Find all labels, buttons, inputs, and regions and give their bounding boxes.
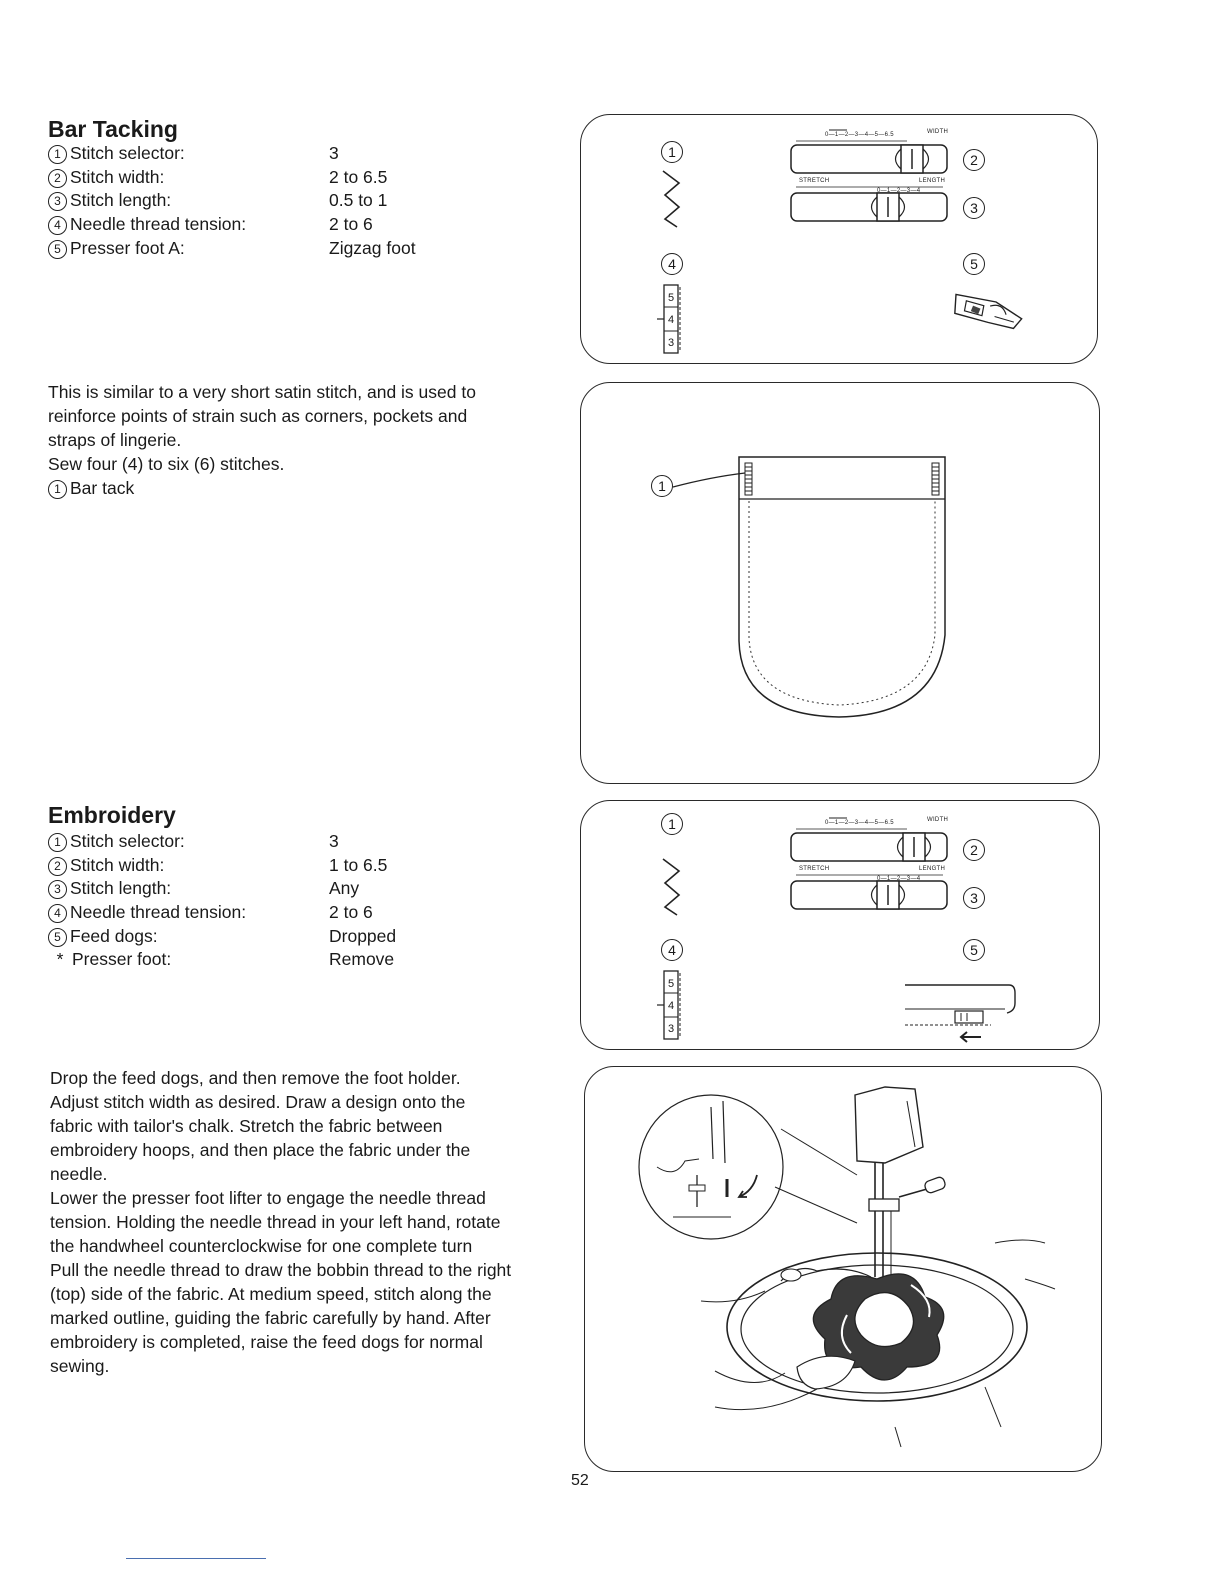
paragraph-line: Pull the needle thread to draw the bobbin thread to the right xyxy=(50,1260,512,1280)
length-slider xyxy=(791,193,947,221)
paragraph-line: the handwheel counterclockwise for one complete turn xyxy=(50,1236,473,1256)
paragraph-line: fabric with tailor's chalk. Stretch the fabric between xyxy=(50,1116,443,1136)
setting-label: Stitch length: xyxy=(70,190,172,211)
stretch-label: STRETCH xyxy=(799,178,830,184)
bar-tack-pocket-panel xyxy=(580,382,1100,784)
paragraph-line: Drop the feed dogs, and then remove the foot holder. xyxy=(50,1068,461,1088)
callout-number: 1 xyxy=(661,813,683,835)
callout-number: 5 xyxy=(963,939,985,961)
setting-value: Dropped xyxy=(329,925,397,946)
setting-row xyxy=(48,877,548,901)
settings-diagram xyxy=(581,115,1099,365)
setting-row xyxy=(48,189,548,213)
setting-row xyxy=(48,901,548,925)
setting-label: Stitch width: xyxy=(70,854,165,875)
callout-number: 5 xyxy=(963,253,985,275)
width-label: WIDTH xyxy=(927,129,949,135)
setting-row xyxy=(48,948,548,972)
callout-number: 4 xyxy=(48,216,67,235)
bar-tacking-description xyxy=(48,380,568,500)
bar-tacking-title: Bar Tacking xyxy=(48,116,178,142)
embroidery-illustration-panel xyxy=(584,1066,1102,1472)
callout-number: 1 xyxy=(48,480,67,499)
bar-tacking-settings-panel xyxy=(580,114,1098,364)
presser-bar-no-foot-icon xyxy=(905,985,1015,1042)
pocket-diagram xyxy=(581,383,1101,785)
paragraph-line: reinforce points of strain such as corners, pockets and xyxy=(48,406,468,426)
setting-value: 1 to 6.5 xyxy=(329,854,388,875)
callout-leader xyxy=(673,473,745,487)
page-number: 52 xyxy=(571,1472,589,1489)
width-scale: 0—1—2—3—4—5—6.5 xyxy=(825,132,894,138)
setting-value: 0.5 to 1 xyxy=(329,190,388,211)
callout-number: 1 xyxy=(661,141,683,163)
zigzag-stitch-icon xyxy=(663,859,679,915)
length-scale: 0—1—2—3—4 xyxy=(877,876,921,882)
tension-mark: 5 xyxy=(668,978,675,990)
callout-number: 3 xyxy=(963,887,985,909)
paragraph-line: embroidery is completed, raise the feed dogs for normal xyxy=(50,1332,483,1352)
callout-number: 2 xyxy=(963,149,985,171)
setting-label: Stitch selector: xyxy=(70,143,185,163)
arrow-left-icon xyxy=(961,1032,981,1042)
callout-number: 2 xyxy=(48,169,67,188)
setting-value: Zigzag foot xyxy=(329,237,416,258)
setting-row xyxy=(48,925,548,949)
callout-number: 2 xyxy=(963,839,985,861)
setting-value: Any xyxy=(329,878,360,899)
callout-number: 5 xyxy=(48,928,67,947)
tension-mark: 3 xyxy=(668,1023,675,1035)
setting-row xyxy=(48,142,548,166)
callout-number: 1 xyxy=(48,145,67,164)
bar-tack-callout xyxy=(48,476,568,500)
setting-label: Presser foot: xyxy=(72,949,172,970)
tension-mark: 5 xyxy=(668,292,675,304)
setting-value: 3 xyxy=(329,143,339,163)
right-hand xyxy=(797,1356,855,1389)
setting-row xyxy=(48,237,548,261)
setting-row xyxy=(48,166,548,190)
zigzag-stitch-icon xyxy=(663,171,679,227)
callout-label: Bar tack xyxy=(70,478,135,498)
magnifier-leader xyxy=(781,1129,857,1175)
stretch-label: STRETCH xyxy=(799,866,830,872)
setting-label: Needle thread tension: xyxy=(70,214,247,235)
setting-label: Stitch width: xyxy=(70,166,165,187)
paragraph-line: This is similar to a very short satin stitch, and is used to xyxy=(48,382,476,402)
setting-label: Needle thread tension: xyxy=(70,902,247,923)
paragraph-line: straps of lingerie. xyxy=(48,430,182,450)
callout-number: 1 xyxy=(651,475,673,497)
width-scale: 0—1—2—3—4—5—6.5 xyxy=(825,820,894,826)
callout-number: 4 xyxy=(48,904,67,923)
settings-diagram xyxy=(581,801,1101,1051)
tension-mark: 3 xyxy=(668,337,675,349)
paragraph-line: sewing. xyxy=(50,1356,110,1376)
embroidery-settings-panel xyxy=(580,800,1100,1050)
setting-label: Stitch selector: xyxy=(70,831,185,851)
asterisk-marker: * xyxy=(56,949,64,970)
thumb-screw xyxy=(924,1176,947,1194)
callout-number: 2 xyxy=(48,857,67,876)
callout-number: 4 xyxy=(661,253,683,275)
bar-tacking-settings xyxy=(48,142,548,260)
paragraph-line: tension. Holding the needle thread in your left hand, rotate xyxy=(50,1212,501,1232)
callout-number: 5 xyxy=(48,240,67,259)
paragraph-line: Lower the presser foot lifter to engage the needle thread xyxy=(50,1188,486,1208)
pocket-outline xyxy=(739,457,945,717)
callout-number: 4 xyxy=(661,939,683,961)
setting-label: Presser foot A: xyxy=(70,237,185,258)
callout-number: 1 xyxy=(48,833,67,852)
tension-mark: 4 xyxy=(668,1000,675,1012)
length-label: LENGTH xyxy=(919,178,946,184)
paragraph-line: marked outline, guiding the fabric carefully by hand. After xyxy=(50,1308,491,1328)
tension-mark: 4 xyxy=(668,314,675,326)
setting-value: 3 xyxy=(329,831,339,851)
setting-row xyxy=(48,854,548,878)
paragraph-line: Sew four (4) to six (6) stitches. xyxy=(48,454,285,474)
setting-row xyxy=(48,830,548,854)
length-label: LENGTH xyxy=(919,866,946,872)
paragraph-line: (top) side of the fabric. At medium speed, stitch along the xyxy=(50,1284,492,1304)
callout-number: 3 xyxy=(963,197,985,219)
zigzag-presser-foot-icon xyxy=(949,287,1024,337)
setting-value: Remove xyxy=(329,949,395,970)
footer-rule xyxy=(126,1558,266,1559)
paragraph-line: embroidery hoops, and then place the fabric under the xyxy=(50,1140,471,1160)
stitching-line xyxy=(749,501,935,705)
length-scale: 0—1—2—3—4 xyxy=(877,188,921,194)
setting-value: 2 to 6.5 xyxy=(329,166,388,187)
setting-label: Feed dogs: xyxy=(70,925,158,946)
width-label: WIDTH xyxy=(927,817,949,823)
setting-label: Stitch length: xyxy=(70,878,172,899)
callout-number: 3 xyxy=(48,192,67,211)
embroidery-title: Embroidery xyxy=(48,802,176,828)
paragraph-line: Adjust stitch width as desired. Draw a design onto the xyxy=(50,1092,466,1112)
setting-row xyxy=(48,213,548,237)
callout-number: 3 xyxy=(48,880,67,899)
embroidery-description xyxy=(50,1066,580,1378)
setting-value: 2 to 6 xyxy=(329,214,373,235)
length-slider xyxy=(791,881,947,909)
paragraph-line: needle. xyxy=(50,1164,108,1184)
setting-value: 2 to 6 xyxy=(329,902,373,923)
embroidery-illustration xyxy=(585,1067,1103,1473)
embroidery-settings xyxy=(48,830,548,972)
machine-head xyxy=(855,1087,923,1163)
